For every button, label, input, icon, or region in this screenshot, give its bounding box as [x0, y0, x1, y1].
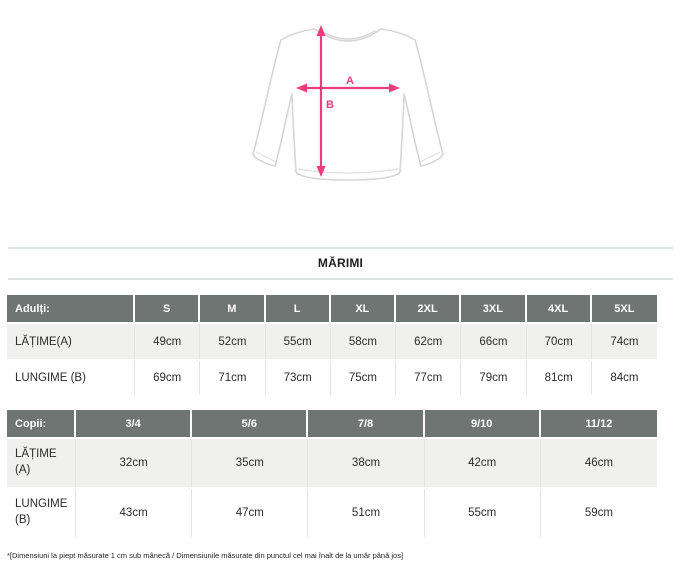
kids-size-table [7, 410, 657, 537]
size-value-cell: 47cm [192, 489, 308, 537]
adults-length-row [7, 359, 657, 395]
size-value-cell: 84cm [610, 372, 639, 384]
size-value-cell: 77cm [396, 361, 461, 395]
bottom-divider [8, 278, 673, 280]
measurement-footnote: *[Dimensiuni la piept măsurate 1 cm sub mânecă / Dimensiunile măsurate din punctul cel mai înalt de la umăr până jos] [7, 551, 404, 560]
size-value-cell: 32cm [76, 439, 192, 487]
size-value-cell: 35cm [192, 439, 308, 487]
size-value-cell: 58cm [331, 324, 396, 359]
row-label: LUNGIME (B) [7, 489, 76, 537]
width-label-a: A [346, 75, 354, 87]
shirt-measurement-figure [243, 6, 463, 191]
kids-row-header: Copii: [7, 410, 76, 437]
size-value-cell: 55cm [425, 489, 541, 537]
kids-header-row [7, 410, 657, 437]
size-value-cell: 73cm [266, 361, 331, 395]
row-label: LUNGIME (B) [7, 361, 135, 395]
size-value-cell: 70cm [527, 324, 592, 359]
size-col-header: 5/6 [192, 410, 308, 437]
size-col-header: 7/8 [308, 410, 424, 437]
size-value-cell: 62cm [396, 324, 461, 359]
size-value-cell: 59cm [584, 507, 613, 519]
size-value-cell: 79cm [461, 361, 526, 395]
size-col-header: L [266, 295, 331, 322]
kids-width-row [7, 437, 657, 487]
sizes-title-band [8, 247, 673, 280]
size-col-header: 9/10 [425, 410, 541, 437]
size-value-cell: 51cm [308, 489, 424, 537]
long-sleeve-shirt-diagram [243, 6, 463, 191]
size-value-cell: 49cm [135, 324, 200, 359]
adults-row-header: Adulți: [7, 295, 135, 322]
size-value-cell: 69cm [135, 361, 200, 395]
size-value-cell: 75cm [331, 361, 396, 395]
size-col-header: 4XL [527, 295, 592, 322]
kids-length-row [7, 487, 657, 537]
size-col-header: 5XL [592, 295, 657, 322]
size-value-cell: 42cm [425, 439, 541, 487]
size-value-cell: 46cm [584, 457, 613, 469]
size-col-header: S [135, 295, 200, 322]
size-col-header: XL [331, 295, 396, 322]
adults-width-row [7, 322, 657, 359]
shirt-outline [253, 29, 443, 180]
size-col-header: 11/12 [541, 410, 657, 437]
size-value-cell: 81cm [527, 361, 592, 395]
size-col-header: 3/4 [76, 410, 192, 437]
page-title: MĂRIMI [317, 256, 364, 270]
size-col-header: 3XL [461, 295, 526, 322]
row-label: LĂȚIME (A) [7, 439, 76, 487]
size-col-header: M [200, 295, 265, 322]
size-value-cell: 66cm [461, 324, 526, 359]
size-value-cell: 55cm [266, 324, 331, 359]
size-value-cell: 43cm [76, 489, 192, 537]
size-value-cell: 71cm [200, 361, 265, 395]
row-label: LĂȚIME(A) [7, 324, 135, 359]
size-value-cell: 38cm [308, 439, 424, 487]
size-value-cell: 74cm [610, 335, 639, 348]
length-label-b: B [326, 99, 334, 111]
adults-size-table [7, 295, 657, 395]
size-col-header: 2XL [396, 295, 461, 322]
adults-header-row [7, 295, 657, 322]
size-value-cell: 52cm [200, 324, 265, 359]
